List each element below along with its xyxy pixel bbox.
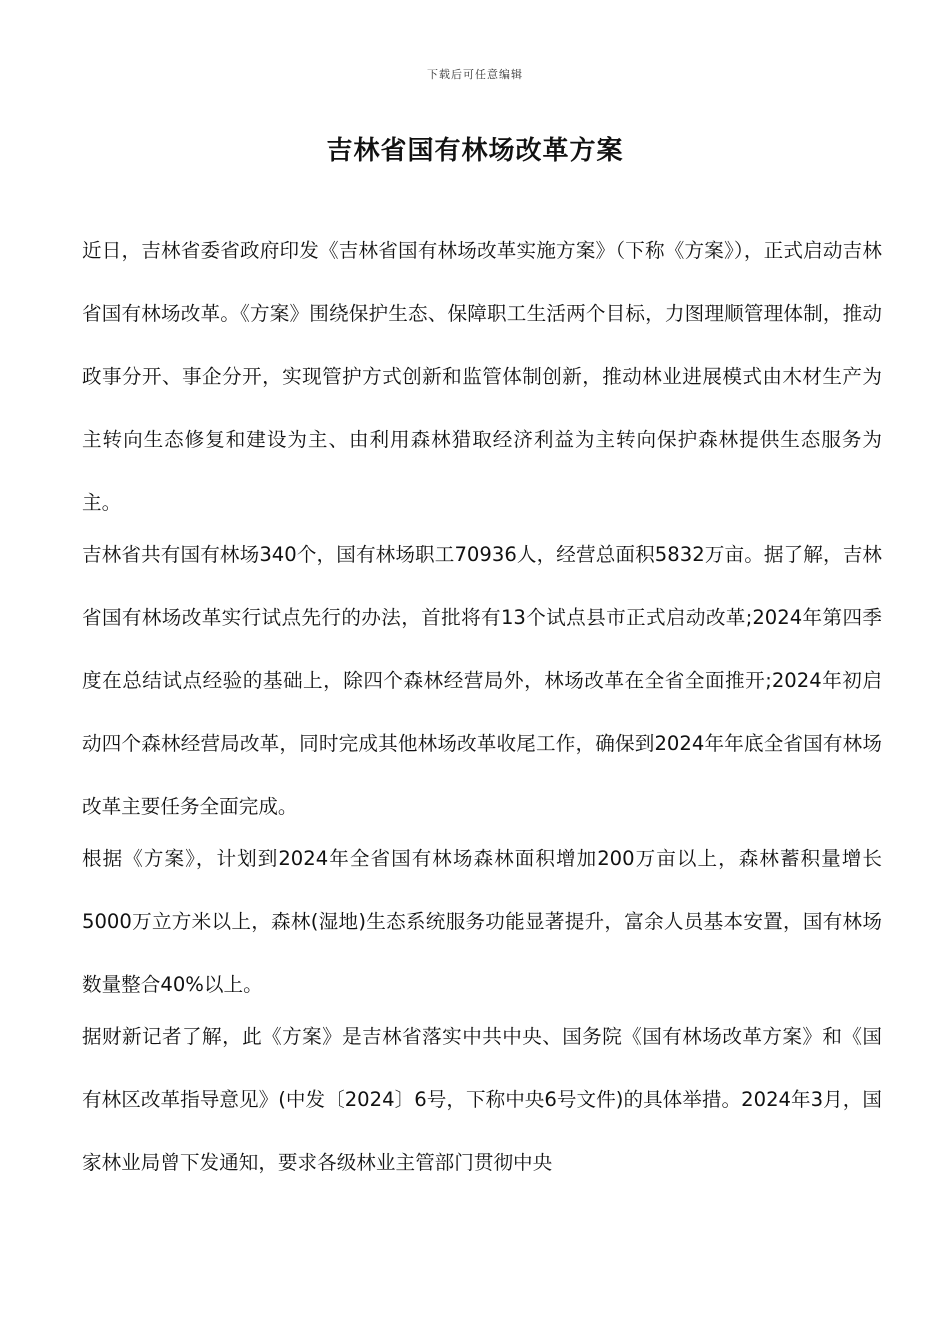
document-title: 吉林省国有林场改革方案 [326,136,624,166]
paragraph-1: 近日，吉林省委省政府印发《吉林省国有林场改革实施方案》（下称《方案》），正式启动吉林省国有林场改革。《方案》围绕保护生态、保障职工生活两个目标，力图理顺管理体制，推动政事分开、事企分开，实现管护方式创新和监管体制创新，推动林业进展模式由木材生产为主转向生态修复和建设为主、由利用森林猎取经济利益为主转向保护森林提供生态服务为主。 [82,239,882,514]
paragraph-4: 据财新记者了解，此《方案》是吉林省落实中共中央、国务院《国有林场改革方案》和《国有林区改革指导意见》(中发〔2024〕6号，下称中央6号文件)的具体举措。2024年3月，国家林业局曾下发通知，要求各级林业主管部门贯彻中央 [82,1025,882,1174]
paragraph-3: 根据《方案》，计划到2024年全省国有林场森林面积增加200万亩以上，森林蓄积量增长5000万立方米以上，森林(湿地)生态系统服务功能显著提升，富余人员基本安置，国有林场数量整合40%以上。 [82,847,882,996]
header-note: 下载后可任意编辑 [427,68,523,81]
document-body [82,219,882,1194]
paragraph-2: 吉林省共有国有林场340个，国有林场职工70936人，经营总面积5832万亩。据了解，吉林省国有林场改革实行试点先行的办法，首批将有13个试点县市正式启动改革;2024年第四季度在总结试点经验的基础上，除四个森林经营局外，林场改革在全省全面推开;2024年初启动四个森林经营局改革，同时完成其他林场改革收尾工作，确保到2024年年底全省国有林场改革主要任务全面完成。 [82,543,882,818]
